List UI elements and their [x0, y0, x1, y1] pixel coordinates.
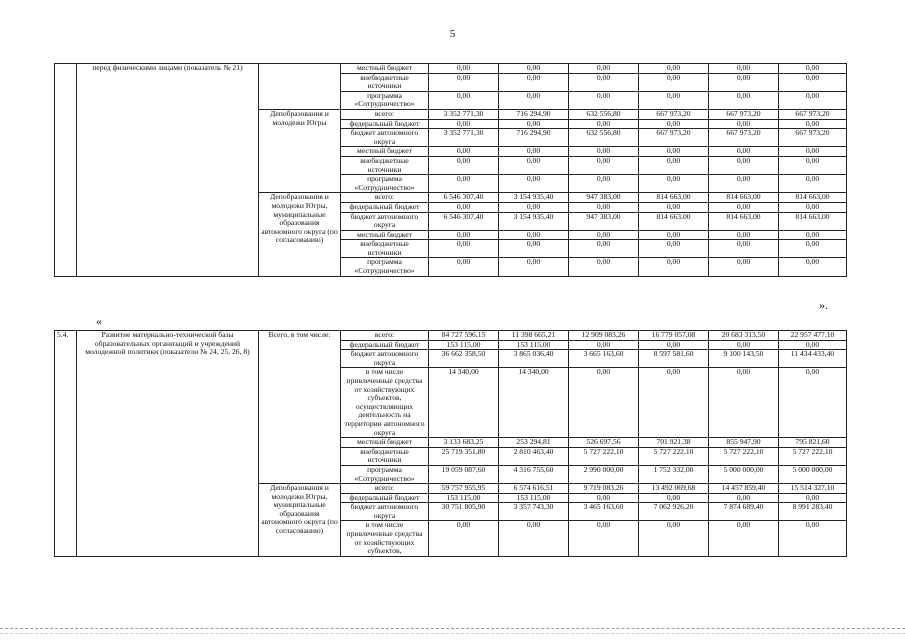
- amount-cell: 0,00: [639, 493, 709, 503]
- amount-cell: 36 662 358,50: [429, 350, 499, 368]
- amount-cell: 0,00: [499, 119, 569, 129]
- amount-cell: 8 991 283,40: [779, 503, 847, 521]
- amount-cell: 0,00: [499, 91, 569, 109]
- amount-cell: 0,00: [569, 368, 639, 438]
- amount-cell: 3 154 935,40: [499, 212, 569, 230]
- closing-quote: ».: [819, 298, 828, 312]
- amount-cell: 3 465 163,60: [569, 503, 639, 521]
- amount-cell: 0,00: [639, 64, 709, 74]
- amount-cell: 667 973,20: [709, 109, 779, 119]
- amount-cell: 0,00: [639, 147, 709, 157]
- amount-cell: 0,00: [779, 147, 847, 157]
- amount-cell: 22 957 477,10: [779, 331, 847, 341]
- amount-cell: 3 665 163,60: [569, 350, 639, 368]
- funding-source-cell: федеральный бюджет: [341, 119, 429, 129]
- amount-cell: 0,00: [569, 258, 639, 276]
- amount-cell: 59 757 955,95: [429, 484, 499, 494]
- amount-cell: 0,00: [779, 73, 847, 91]
- funding-source-cell: бюджет автономного округа: [341, 350, 429, 368]
- amount-cell: 0,00: [639, 340, 709, 350]
- amount-cell: 0,00: [499, 147, 569, 157]
- executor-cell: Депобразования и молодежи Югры: [259, 109, 341, 192]
- indicator-cell: Развитие материально-технической базы образовательных организаций и учреждений молодежной политики (показатели № 24, 25, 26, 8): [77, 331, 259, 557]
- amount-cell: 716 294,90: [499, 129, 569, 147]
- funding-source-cell: федеральный бюджет: [341, 493, 429, 503]
- amount-cell: 0,00: [429, 202, 499, 212]
- amount-cell: 0,00: [639, 156, 709, 174]
- amount-cell: 0,00: [639, 240, 709, 258]
- amount-cell: 8 597 581,60: [639, 350, 709, 368]
- amount-cell: 0,00: [569, 64, 639, 74]
- amount-cell: 0,00: [569, 73, 639, 91]
- amount-cell: 0,00: [639, 119, 709, 129]
- amount-cell: 0,00: [709, 493, 779, 503]
- amount-cell: 15 514 327,10: [779, 484, 847, 494]
- funding-source-cell: внебюджетные источники: [341, 240, 429, 258]
- amount-cell: 0,00: [779, 521, 847, 556]
- amount-cell: 6 546 307,40: [429, 193, 499, 203]
- amount-cell: 0,00: [709, 147, 779, 157]
- amount-cell: 632 556,80: [569, 109, 639, 119]
- amount-cell: 0,00: [709, 91, 779, 109]
- amount-cell: 4 316 755,60: [499, 465, 569, 483]
- amount-cell: 3 133 683,25: [429, 438, 499, 448]
- amount-cell: 30 751 805,90: [429, 503, 499, 521]
- amount-cell: 0,00: [569, 493, 639, 503]
- funding-source-cell: программа «Сотрудничество»: [341, 258, 429, 276]
- amount-cell: 814 663,00: [639, 193, 709, 203]
- amount-cell: 0,00: [709, 340, 779, 350]
- funding-source-cell: в том числе привлеченные средства от хозяйствующих субъектов, осуществляющих деятельность на территории автономного округа: [341, 368, 429, 438]
- amount-cell: 701 921,38: [639, 438, 709, 448]
- amount-cell: 11 434 433,40: [779, 350, 847, 368]
- amount-cell: 0,00: [499, 521, 569, 556]
- amount-cell: 947 383,00: [569, 193, 639, 203]
- funding-source-cell: программа «Сотрудничество»: [341, 175, 429, 193]
- amount-cell: 3 352 771,30: [429, 109, 499, 119]
- amount-cell: 814 663,00: [639, 212, 709, 230]
- amount-cell: 0,00: [709, 73, 779, 91]
- funding-source-cell: внебюджетные источники: [341, 447, 429, 465]
- amount-cell: 153 115,00: [429, 493, 499, 503]
- amount-cell: 5 727 222,10: [779, 447, 847, 465]
- amount-cell: 667 973,20: [779, 129, 847, 147]
- amount-cell: 814 663,00: [779, 193, 847, 203]
- amount-cell: 667 973,20: [709, 129, 779, 147]
- amount-cell: 6 546 307,40: [429, 212, 499, 230]
- funding-source-cell: бюджет автономного округа: [341, 503, 429, 521]
- amount-cell: 5 727 222,10: [569, 447, 639, 465]
- amount-cell: 0,00: [779, 119, 847, 129]
- funding-source-cell: местный бюджет: [341, 230, 429, 240]
- amount-cell: 7 874 689,40: [709, 503, 779, 521]
- amount-cell: 526 697,56: [569, 438, 639, 448]
- amount-cell: 0,00: [709, 521, 779, 556]
- amount-cell: 0,00: [569, 119, 639, 129]
- amount-cell: 667 973,20: [779, 109, 847, 119]
- amount-cell: 0,00: [429, 91, 499, 109]
- amount-cell: 5 000 000,00: [709, 465, 779, 483]
- amount-cell: 0,00: [499, 258, 569, 276]
- amount-cell: 0,00: [499, 240, 569, 258]
- amount-cell: 0,00: [499, 175, 569, 193]
- funding-source-cell: бюджет автономного округа: [341, 212, 429, 230]
- amount-cell: 0,00: [709, 368, 779, 438]
- executor-cell: Депобразования и молодежи Югры, муниципальные образования автономного округа (по согласованию): [259, 193, 341, 276]
- funding-source-cell: всего:: [341, 193, 429, 203]
- table-row: [55, 64, 847, 74]
- amount-cell: 0,00: [779, 240, 847, 258]
- funding-source-cell: федеральный бюджет: [341, 202, 429, 212]
- amount-cell: 0,00: [429, 156, 499, 174]
- amount-cell: 0,00: [709, 240, 779, 258]
- amount-cell: 855 947,90: [709, 438, 779, 448]
- amount-cell: 0,00: [639, 258, 709, 276]
- amount-cell: 0,00: [429, 258, 499, 276]
- amount-cell: 0,00: [569, 240, 639, 258]
- amount-cell: 814 663,00: [709, 212, 779, 230]
- amount-cell: 2 810 463,40: [499, 447, 569, 465]
- amount-cell: 632 556,80: [569, 129, 639, 147]
- amount-cell: 84 727 596,15: [429, 331, 499, 341]
- amount-cell: 153 115,00: [499, 340, 569, 350]
- amount-cell: 14 340,00: [499, 368, 569, 438]
- amount-cell: 0,00: [779, 64, 847, 74]
- amount-cell: 0,00: [569, 521, 639, 556]
- amount-cell: 5 727 222,10: [639, 447, 709, 465]
- amount-cell: 0,00: [709, 258, 779, 276]
- page-number: 5: [449, 28, 456, 40]
- amount-cell: 795 821,60: [779, 438, 847, 448]
- amount-cell: 0,00: [779, 202, 847, 212]
- funding-source-cell: местный бюджет: [341, 438, 429, 448]
- amount-cell: 153 115,00: [499, 493, 569, 503]
- executor-cell: [259, 64, 341, 110]
- amount-cell: 0,00: [709, 119, 779, 129]
- amount-cell: 0,00: [569, 147, 639, 157]
- funding-source-cell: бюджет автономного округа: [341, 129, 429, 147]
- amount-cell: 25 719 351,80: [429, 447, 499, 465]
- funding-source-cell: в том числе привлеченные средства от хозяйствующих субъектов,: [341, 521, 429, 556]
- amount-cell: 0,00: [429, 521, 499, 556]
- opening-quote: «: [96, 314, 102, 328]
- amount-cell: 1 752 332,00: [639, 465, 709, 483]
- amount-cell: 14 340,00: [429, 368, 499, 438]
- funding-source-cell: программа «Сотрудничество»: [341, 465, 429, 483]
- amount-cell: 667 973,20: [639, 129, 709, 147]
- amount-cell: 153 115,00: [429, 340, 499, 350]
- amount-cell: 19 059 087,60: [429, 465, 499, 483]
- amount-cell: 11 398 665,21: [499, 331, 569, 341]
- amount-cell: 3 865 036,40: [499, 350, 569, 368]
- scan-artifact-line: [0, 633, 905, 635]
- amount-cell: 6 574 616,51: [499, 484, 569, 494]
- amount-cell: 0,00: [639, 230, 709, 240]
- amount-cell: 14 457 859,40: [709, 484, 779, 494]
- amount-cell: 0,00: [499, 64, 569, 74]
- amount-cell: 0,00: [779, 493, 847, 503]
- amount-cell: 0,00: [569, 156, 639, 174]
- amount-cell: 0,00: [429, 73, 499, 91]
- amount-cell: 2 990 000,00: [569, 465, 639, 483]
- amount-cell: 0,00: [779, 156, 847, 174]
- amount-cell: 0,00: [569, 230, 639, 240]
- amount-cell: 0,00: [499, 73, 569, 91]
- amount-cell: 0,00: [639, 202, 709, 212]
- amount-cell: 12 909 083,26: [569, 331, 639, 341]
- amount-cell: 0,00: [429, 230, 499, 240]
- amount-cell: 9 100 143,50: [709, 350, 779, 368]
- amount-cell: 0,00: [499, 202, 569, 212]
- amount-cell: 0,00: [709, 230, 779, 240]
- funding-source-cell: программа «Сотрудничество»: [341, 91, 429, 109]
- amount-cell: 0,00: [499, 156, 569, 174]
- amount-cell: 0,00: [639, 175, 709, 193]
- amount-cell: 5 000 000,00: [779, 465, 847, 483]
- amount-cell: 0,00: [779, 175, 847, 193]
- table-row: [55, 331, 847, 341]
- amount-cell: 3 352 771,30: [429, 129, 499, 147]
- amount-cell: 20 683 313,50: [709, 331, 779, 341]
- amount-cell: 0,00: [709, 202, 779, 212]
- funding-source-cell: внебюджетные источники: [341, 73, 429, 91]
- funding-source-cell: всего:: [341, 331, 429, 341]
- amount-cell: 0,00: [429, 119, 499, 129]
- funding-source-cell: всего:: [341, 109, 429, 119]
- amount-cell: 716 294,90: [499, 109, 569, 119]
- funding-source-cell: всего:: [341, 484, 429, 494]
- scan-artifact-line: [0, 628, 905, 630]
- budget-table-top: [54, 63, 847, 277]
- amount-cell: 0,00: [569, 340, 639, 350]
- amount-cell: 0,00: [639, 521, 709, 556]
- amount-cell: 947 383,00: [569, 212, 639, 230]
- amount-cell: 7 062 926,20: [639, 503, 709, 521]
- amount-cell: 0,00: [429, 147, 499, 157]
- indicator-cell: перед физическими лицами (показатель № 21): [77, 64, 259, 277]
- amount-cell: 0,00: [429, 240, 499, 258]
- amount-cell: 0,00: [709, 175, 779, 193]
- amount-cell: 0,00: [429, 64, 499, 74]
- item-number-cell: [55, 64, 77, 277]
- amount-cell: 0,00: [639, 73, 709, 91]
- amount-cell: 3 154 935,40: [499, 193, 569, 203]
- amount-cell: 0,00: [429, 175, 499, 193]
- amount-cell: 667 973,20: [639, 109, 709, 119]
- executor-cell: Всего, в том числе:: [259, 331, 341, 484]
- funding-source-cell: внебюджетные источники: [341, 156, 429, 174]
- amount-cell: 13 492 069,68: [639, 484, 709, 494]
- amount-cell: 253 294,81: [499, 438, 569, 448]
- amount-cell: 0,00: [709, 64, 779, 74]
- amount-cell: 0,00: [569, 91, 639, 109]
- amount-cell: 0,00: [639, 91, 709, 109]
- amount-cell: 16 779 057,08: [639, 331, 709, 341]
- amount-cell: 0,00: [709, 156, 779, 174]
- amount-cell: 0,00: [569, 202, 639, 212]
- amount-cell: 5 727 222,10: [709, 447, 779, 465]
- amount-cell: 814 663,00: [709, 193, 779, 203]
- amount-cell: 9 719 083,26: [569, 484, 639, 494]
- executor-cell: Депобразования и молодежи Югры, муниципальные образования автономного округа (по согласованию): [259, 484, 341, 557]
- amount-cell: 0,00: [779, 368, 847, 438]
- funding-source-cell: местный бюджет: [341, 147, 429, 157]
- funding-source-cell: федеральный бюджет: [341, 340, 429, 350]
- amount-cell: 814 663,00: [779, 212, 847, 230]
- amount-cell: 0,00: [779, 258, 847, 276]
- amount-cell: 0,00: [779, 340, 847, 350]
- amount-cell: 3 357 743,30: [499, 503, 569, 521]
- amount-cell: 0,00: [779, 91, 847, 109]
- amount-cell: 0,00: [639, 368, 709, 438]
- amount-cell: 0,00: [779, 230, 847, 240]
- item-number-cell: 5.4.: [55, 331, 77, 557]
- budget-table-bottom: [54, 330, 847, 557]
- amount-cell: 0,00: [569, 175, 639, 193]
- funding-source-cell: местный бюджет: [341, 64, 429, 74]
- amount-cell: 0,00: [499, 230, 569, 240]
